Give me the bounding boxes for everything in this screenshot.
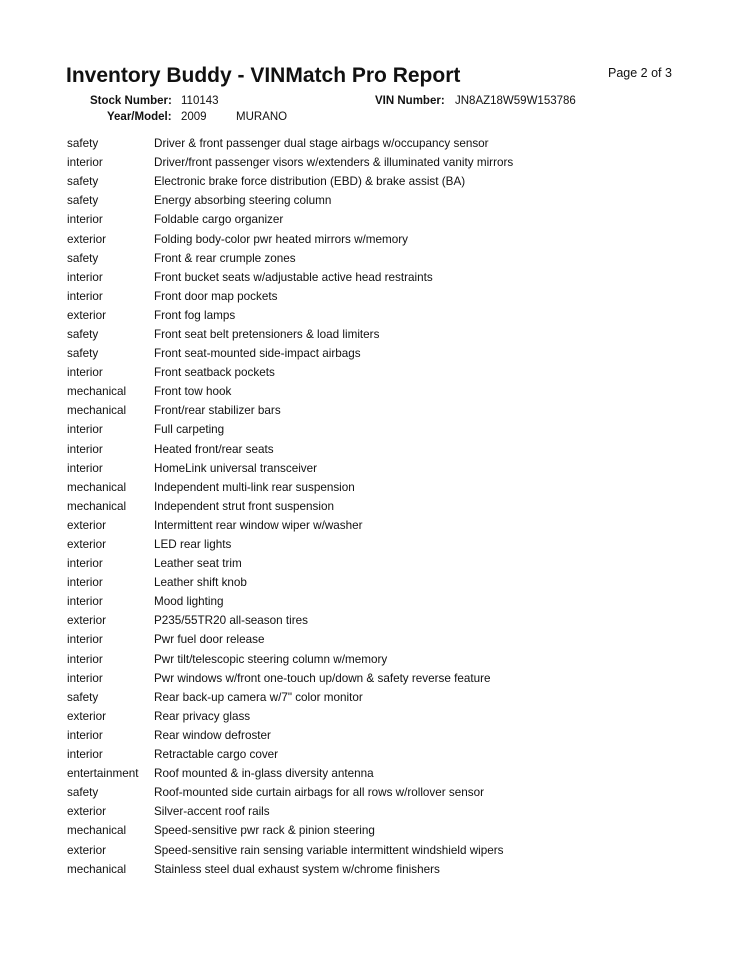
vin-number-value: JN8AZ18W59W153786	[455, 95, 576, 107]
feature-description: HomeLink universal transceiver	[154, 461, 318, 475]
feature-category: mechanical	[67, 480, 127, 494]
feature-description: Speed-sensitive pwr rack & pinion steering	[154, 824, 375, 838]
feature-description: Pwr windows w/front one-touch up/down & safety reverse feature	[154, 671, 491, 685]
feature-category: mechanical	[67, 404, 127, 418]
feature-description: LED rear lights	[154, 538, 232, 552]
model-value: MURANO	[236, 111, 288, 123]
feature-description: Stainless steel dual exhaust system w/chrome finishers	[154, 862, 440, 876]
feature-category: exterior	[67, 308, 106, 322]
feature-row	[67, 726, 717, 745]
feature-description: Front seatback pockets	[154, 366, 275, 380]
feature-description: Silver-accent roof rails	[154, 805, 270, 819]
year-model-label: Year/Model:	[107, 111, 172, 123]
page-number: Page 2 of 3	[608, 66, 672, 80]
feature-description: Roof-mounted side curtain airbags for all rows w/rollover sensor	[154, 786, 484, 800]
feature-row	[67, 611, 717, 630]
feature-description: Heated front/rear seats	[154, 442, 274, 456]
feature-description: Front seat-mounted side-impact airbags	[154, 347, 361, 361]
feature-row	[67, 153, 717, 172]
feature-row	[67, 306, 717, 325]
feature-category: exterior	[67, 843, 106, 857]
feature-description: Front seat belt pretensioners & load limiters	[154, 327, 380, 341]
feature-category: exterior	[67, 805, 106, 819]
feature-category: interior	[67, 652, 103, 666]
feature-list	[67, 134, 717, 879]
feature-row	[67, 802, 717, 821]
report-title: Inventory Buddy - VINMatch Pro Report	[66, 64, 461, 87]
feature-category: exterior	[67, 232, 106, 246]
feature-description: Front fog lamps	[154, 308, 236, 322]
feature-description: Leather shift knob	[154, 576, 247, 590]
feature-category: safety	[67, 194, 99, 208]
feature-description: Full carpeting	[154, 423, 225, 437]
feature-category: safety	[67, 347, 99, 361]
feature-category: interior	[67, 671, 103, 685]
feature-description: Pwr tilt/telescopic steering column w/memory	[154, 652, 388, 666]
feature-description: Leather seat trim	[154, 557, 242, 571]
feature-row	[67, 821, 717, 840]
feature-row	[67, 134, 717, 153]
feature-description: Independent multi-link rear suspension	[154, 480, 355, 494]
feature-row	[67, 363, 717, 382]
feature-row	[67, 707, 717, 726]
feature-description: Roof mounted & in-glass diversity antenna	[154, 767, 374, 781]
feature-description: Mood lighting	[154, 595, 224, 609]
feature-description: Front/rear stabilizer bars	[154, 404, 281, 418]
feature-description: Energy absorbing steering column	[154, 194, 332, 208]
feature-row	[67, 268, 717, 287]
feature-category: interior	[67, 289, 103, 303]
feature-category: mechanical	[67, 499, 127, 513]
feature-category: exterior	[67, 518, 106, 532]
stock-number-value: 110143	[181, 95, 219, 107]
year-value: 2009	[181, 111, 207, 123]
feature-row	[67, 344, 717, 363]
feature-category: safety	[67, 690, 99, 704]
feature-category: interior	[67, 557, 103, 571]
feature-category: mechanical	[67, 385, 127, 399]
feature-description: Front tow hook	[154, 385, 232, 399]
feature-row	[67, 860, 717, 879]
feature-category: interior	[67, 442, 103, 456]
feature-category: safety	[67, 251, 99, 265]
feature-category: safety	[67, 175, 99, 189]
feature-description: Electronic brake force distribution (EBD) & brake assist (BA)	[154, 175, 466, 189]
feature-description: Folding body-color pwr heated mirrors w/memory	[154, 232, 408, 246]
feature-row	[67, 210, 717, 229]
feature-category: exterior	[67, 538, 106, 552]
feature-description: Driver & front passenger dual stage airbags w/occupancy sensor	[154, 137, 489, 151]
feature-category: safety	[67, 327, 99, 341]
feature-category: mechanical	[67, 824, 127, 838]
feature-row	[67, 669, 717, 688]
feature-description: P235/55TR20 all-season tires	[154, 614, 308, 628]
feature-description: Foldable cargo organizer	[154, 213, 284, 227]
feature-row	[67, 478, 717, 497]
feature-category: safety	[67, 786, 99, 800]
feature-description: Retractable cargo cover	[154, 748, 279, 762]
feature-row	[67, 172, 717, 191]
feature-row	[67, 592, 717, 611]
feature-category: interior	[67, 213, 103, 227]
feature-category: interior	[67, 423, 103, 437]
feature-row	[67, 745, 717, 764]
feature-row	[67, 573, 717, 592]
feature-description: Independent strut front suspension	[154, 499, 334, 513]
feature-row	[67, 401, 717, 420]
feature-category: interior	[67, 748, 103, 762]
feature-description: Rear window defroster	[154, 728, 271, 742]
feature-description: Front bucket seats w/adjustable active head restraints	[154, 270, 433, 284]
feature-row	[67, 420, 717, 439]
feature-category: interior	[67, 576, 103, 590]
feature-row	[67, 229, 717, 248]
feature-description: Speed-sensitive rain sensing variable intermittent windshield wipers	[154, 843, 504, 857]
feature-category: interior	[67, 728, 103, 742]
feature-category: exterior	[67, 709, 106, 723]
feature-row	[67, 382, 717, 401]
feature-description: Intermittent rear window wiper w/washer	[154, 518, 363, 532]
feature-category: mechanical	[67, 862, 127, 876]
feature-description: Front & rear crumple zones	[154, 251, 296, 265]
feature-row	[67, 554, 717, 573]
feature-row	[67, 287, 717, 306]
feature-row	[67, 249, 717, 268]
feature-row	[67, 440, 717, 459]
feature-category: entertainment	[67, 767, 139, 781]
feature-category: interior	[67, 461, 103, 475]
feature-description: Front door map pockets	[154, 289, 278, 303]
vin-number-label: VIN Number:	[375, 95, 445, 107]
stock-number-label: Stock Number:	[90, 95, 172, 107]
feature-row	[67, 764, 717, 783]
feature-category: interior	[67, 633, 103, 647]
feature-row	[67, 497, 717, 516]
feature-category: safety	[67, 137, 99, 151]
feature-row	[67, 630, 717, 649]
feature-category: interior	[67, 156, 103, 170]
feature-category: interior	[67, 595, 103, 609]
feature-row	[67, 191, 717, 210]
feature-row	[67, 459, 717, 478]
feature-description: Driver/front passenger visors w/extenders & illuminated vanity mirrors	[154, 156, 514, 170]
feature-row	[67, 516, 717, 535]
feature-description: Rear privacy glass	[154, 709, 251, 723]
feature-category: interior	[67, 270, 103, 284]
feature-category: exterior	[67, 614, 106, 628]
feature-row	[67, 650, 717, 669]
feature-description: Pwr fuel door release	[154, 633, 265, 647]
feature-row	[67, 325, 717, 344]
feature-row	[67, 535, 717, 554]
feature-description: Rear back-up camera w/7" color monitor	[154, 690, 363, 704]
feature-row	[67, 688, 717, 707]
feature-category: interior	[67, 366, 103, 380]
feature-row	[67, 840, 717, 859]
feature-row	[67, 783, 717, 802]
